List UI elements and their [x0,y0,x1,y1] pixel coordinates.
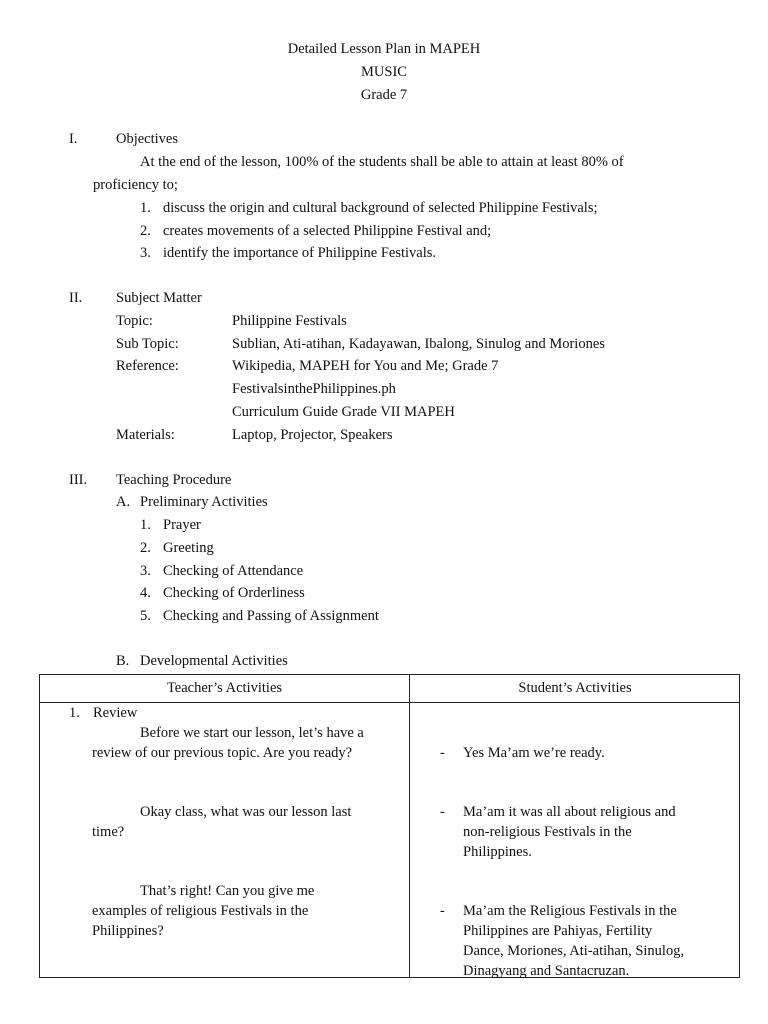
student-response-line: non-religious Festivals in the [463,824,632,840]
subtopic-value: Sublian, Ati-atihan, Kadayawan, Ibalong, Sinulog and Moriones [232,336,605,352]
objective-item: discuss the origin and cultural background of selected Philippine Festivals; [163,200,598,216]
document-header [0,38,768,107]
preliminary-item: Greeting [163,540,214,556]
table-header-divider [40,702,739,703]
document-title: Detailed Lesson Plan in MAPEH [287,41,481,57]
materials-label: Materials: [116,427,175,443]
materials-value: Laptop, Projector, Speakers [232,427,393,443]
teacher-dialogue-line: time? [92,824,125,840]
subject-matter-heading: Subject Matter [116,290,202,306]
student-response-line: Yes Ma’am we’re ready. [463,745,605,761]
objectives-numeral: I. [69,131,78,147]
reference-value: Curriculum Guide Grade VII MAPEH [232,404,455,420]
reference-value: FestivalsinthePhilippines.ph [232,381,396,397]
review-heading: Review [93,705,138,721]
teaching-procedure-numeral: III. [69,472,88,488]
teacher-dialogue-line: Okay class, what was our lesson last [140,804,352,820]
student-response-line: Philippines. [463,844,532,860]
developmental-heading: Developmental Activities [140,653,288,669]
teacher-dialogue-line: That’s right! Can you give me [140,883,315,899]
student-response-dash: - [440,745,445,761]
objective-number: 3. [140,245,151,261]
teacher-dialogue-line: Before we start our lesson, let’s have a [140,725,364,741]
document-grade: Grade 7 [360,87,408,103]
student-response-line: Ma’am it was all about religious and [463,804,676,820]
objective-number: 1. [140,200,151,216]
reference-value: Wikipedia, MAPEH for You and Me; Grade 7 [232,358,499,374]
teacher-dialogue-line: examples of religious Festivals in the [92,903,309,919]
teaching-procedure-heading: Teaching Procedure [116,472,232,488]
teacher-activities-header: Teacher’s Activities [166,680,283,696]
preliminary-item: Checking of Attendance [163,563,304,579]
reference-label: Reference: [116,358,179,374]
preliminary-item: Checking of Orderliness [163,585,305,601]
subtopic-label: Sub Topic: [116,336,179,352]
preliminary-number: 4. [140,585,151,601]
review-number: 1. [69,705,80,721]
activities-table [39,674,740,978]
topic-label: Topic: [116,313,153,329]
objective-number: 2. [140,223,151,239]
objectives-intro-line1: At the end of the lesson, 100% of the students shall be able to attain at least 80% of [140,154,624,170]
table-column-divider [409,675,410,977]
preliminary-number: 3. [140,563,151,579]
developmental-letter: B. [116,653,130,669]
topic-value: Philippine Festivals [232,313,347,329]
preliminary-number: 2. [140,540,151,556]
student-response-dash: - [440,903,445,919]
preliminary-number: 1. [140,517,151,533]
preliminary-item: Checking and Passing of Assignment [163,608,379,624]
student-activities-header: Student’s Activities [518,680,632,696]
teacher-dialogue-line: review of our previous topic. Are you ready? [92,745,353,761]
student-response-line: Dance, Moriones, Ati-atihan, Sinulog, [463,943,685,959]
subject-matter-numeral: II. [69,290,83,306]
preliminary-letter: A. [116,494,131,510]
objective-item: identify the importance of Philippine Festivals. [163,245,437,261]
document-subject: MUSIC [361,64,407,80]
teacher-dialogue-line: Philippines? [92,923,164,939]
objective-item: creates movements of a selected Philippine Festival and; [163,223,492,239]
objectives-intro-line2: proficiency to; [93,177,178,193]
preliminary-heading: Preliminary Activities [140,494,268,510]
student-response-line: Philippines are Pahiyas, Fertility [463,923,653,939]
student-response-line: Dinagyang and Santacruzan. [463,963,630,979]
preliminary-number: 5. [140,608,151,624]
student-response-dash: - [440,804,445,820]
preliminary-item: Prayer [163,517,201,533]
objectives-heading: Objectives [116,131,179,147]
student-response-line: Ma’am the Religious Festivals in the [463,903,677,919]
